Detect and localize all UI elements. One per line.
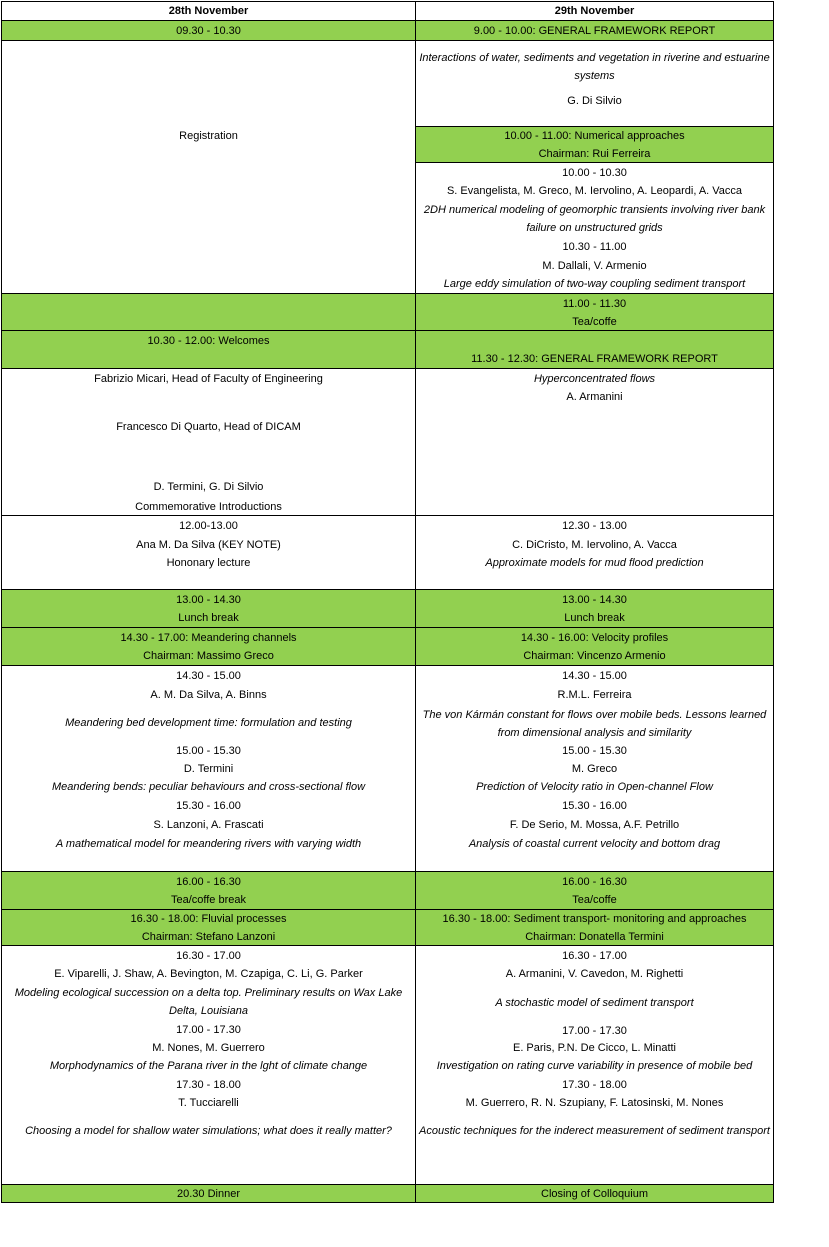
talk-title: A mathematical model for meandering rivers with varying width [55,838,362,850]
talk-time: 17.30 - 18.00 [562,1079,627,1091]
closing-cell [415,1184,774,1203]
talk-title: Analysis of coastal current velocity and bottom drag [468,838,721,850]
talk-time: 15.30 - 16.00 [562,800,627,812]
day2-break1 [415,293,774,331]
break-time: 16.00 - 16.30 [176,876,241,888]
session-title: 16.30 - 18.00: Sediment transport- monitoring and approaches [442,913,747,925]
talk-title: Approximate models for mud flood prediction [485,557,704,569]
talk-title: Meandering bed development time: formulation and testing [65,717,352,729]
talk-time: 17.30 - 18.00 [176,1079,241,1091]
talk-title: A stochastic model of sediment transport [495,997,694,1009]
talk-authors: S. Lanzoni, A. Frascati [153,819,264,831]
welcomes-time: 10.30 - 12.00: Welcomes [147,335,270,347]
talk-title-cont: from dimensional analysis and similarity [497,727,692,739]
report1-body [415,40,774,127]
talk-authors: F. De Serio, M. Mossa, A.F. Petrillo [509,819,680,831]
talk-title: The von Kármán constant for flows over mobile beds. Lessons learned [422,709,767,721]
day1-lunch [1,589,416,628]
welcome-note: Commemorative Introductions [135,501,282,513]
break-time: 11.00 - 11.30 [562,298,627,310]
talk-title: Large eddy simulation of two-way coupling sediment transport [443,278,746,290]
welcome-speaker-1: Fabrizio Micari, Head of Faculty of Engineering [94,373,323,385]
talk-time: 15.00 - 15.30 [562,745,627,757]
talk-authors: A. M. Da Silva, A. Binns [150,689,267,701]
lunch-label: Lunch break [564,612,625,624]
talk-authors: E. Viparelli, J. Shaw, A. Bevington, M. Czapiga, C. Li, G. Parker [54,968,363,980]
talk-title: Morphodynamics of the Parana river in the lght of climate change [49,1060,368,1072]
keynote-title: Hononary lecture [166,557,251,569]
break-time: 16.00 - 16.30 [562,876,627,888]
session-meandering-header [1,627,416,666]
talk-authors: E. Paris, P.N. De Cicco, L. Minatti [512,1042,677,1054]
day2-header-label: 29th November [554,5,635,17]
talk-time: 12.30 - 13.00 [562,520,627,532]
talk-authors: A. Armanini, V. Cavedon, M. Righetti [505,968,684,980]
welcomes-body [1,368,416,516]
session-sediment-header [415,909,774,946]
keynote-speaker: Ana M. Da Silva (KEY NOTE) [136,539,281,551]
session-sediment-body [415,945,774,1185]
talk-time: 15.00 - 15.30 [176,745,241,757]
talk-authors: C. DiCristo, M. Iervolino, A. Vacca [512,539,677,551]
lunch-time: 13.00 - 14.30 [176,594,241,606]
session-numerical-header [415,126,774,163]
break-label: Tea/coffe break [170,894,246,906]
report2-body [415,368,774,516]
session-velocity-header [415,627,774,666]
talk-time: 14.30 - 15.00 [176,670,241,682]
day1-header [1,1,416,21]
talk-time: 17.00 - 17.30 [562,1025,627,1037]
session-fluvial-header [1,909,416,946]
lunch-time: 13.00 - 14.30 [562,594,627,606]
session-chair: Chairman: Stefano Lanzoni [141,931,276,943]
day1-green-gap [1,293,416,331]
day2-break2 [415,871,774,910]
session-title: 14.30 - 16.00: Velocity profiles [520,632,669,644]
session-chair: Chairman: Massimo Greco [143,650,274,662]
session-fluvial-body [1,945,416,1185]
talk-time: 10.30 - 11.00 [562,241,627,253]
talk-title: Meandering bends: peculiar behaviours and cross-sectional flow [51,781,366,793]
talk-time: 14.30 - 15.00 [562,670,627,682]
break-label: Tea/coffe [572,316,617,328]
talk-authors: S. Evangelista, M. Greco, M. Iervolino, A. Leopardi, A. Vacca [446,185,743,197]
talk-authors: R.M.L. Ferreira [557,689,632,701]
report-time: 11.30 - 12.30: GENERAL FRAMEWORK REPORT [471,353,718,365]
report-author: G. Di Silvio [567,95,622,107]
report-title: Hyperconcentrated flows [533,373,656,385]
registration-cell [1,40,416,294]
day1-slot-0930 [1,20,416,41]
talk-time: 16.30 - 17.00 [562,950,627,962]
report1-header [415,20,774,41]
session-title: 16.30 - 18.00: Fluvial processes [130,913,287,925]
talk-time: 16.30 - 17.00 [176,950,241,962]
welcome-speaker-3: D. Termini, G. Di Silvio [153,481,264,493]
session-velocity-body [415,665,774,872]
day2-header [415,1,774,21]
registration-label: Registration [179,130,238,142]
day1-header-label: 28th November [168,5,249,17]
session-meandering-body [1,665,416,872]
lunch-label: Lunch break [178,612,239,624]
talk-authors: T. Tucciarelli [178,1097,239,1109]
welcome-speaker-2: Francesco Di Quarto, Head of DICAM [116,421,301,433]
talk-title: Prediction of Velocity ratio in Open-channel Flow [476,781,713,793]
session-chair: Chairman: Rui Ferreira [538,148,651,160]
dinner-cell [1,1184,416,1203]
break-label: Tea/coffe [572,894,617,906]
talk-authors: M. Greco [571,763,618,775]
report-title: Interactions of water, sediments and vegetation in riverine and estuarine [419,52,770,64]
talk-authors: M. Dallali, V. Armenio [542,260,647,272]
schedule-table [1,1,774,1202]
talk-title: 2DH numerical modeling of geomorphic transients involving river bank [423,204,766,216]
session-chair: Chairman: Donatella Termini [525,931,664,943]
report-title-cont: systems [574,70,615,82]
session-chair: Chairman: Vincenzo Armenio [523,650,666,662]
talk-time: 15.30 - 16.00 [176,800,241,812]
keynote-cell [1,515,416,590]
day1-break [1,871,416,910]
talk-title: Acoustic techniques for the inderect measurement of sediment transport [419,1125,770,1137]
talk-title: Modeling ecological succession on a delta top. Preliminary results on Wax Lake [14,987,403,999]
mud-flood-cell [415,515,774,590]
report-author: A. Armanini [566,391,623,403]
talk-title-cont: failure on unstructured grids [526,222,663,234]
talk-title-cont: Delta, Louisiana [169,1005,248,1017]
closing-label: Closing of Colloquium [541,1188,648,1200]
talk-time: 17.00 - 17.30 [176,1024,241,1036]
talk-time: 10.00 - 10.30 [562,167,627,179]
welcomes-header [1,330,416,369]
talk-authors: D. Termini [183,763,234,775]
report2-header [415,330,774,369]
report-time: 9.00 - 10.00: GENERAL FRAMEWORK REPORT [473,25,716,37]
session-title: 10.00 - 11.00: Numerical approaches [504,130,685,142]
keynote-time: 12.00-13.00 [179,520,238,532]
session-title: 14.30 - 17.00: Meandering channels [120,632,297,644]
talk-title: Investigation on rating curve variability in presence of mobile bed [436,1060,753,1072]
talk-authors: M. Guerrero, R. N. Szupiany, F. Latosinski, M. Nones [465,1097,724,1109]
talk-title: Choosing a model for shallow water simulations; what does it really matter? [25,1125,392,1137]
talk-authors: M. Nones, M. Guerrero [152,1042,265,1054]
day2-lunch [415,589,774,628]
session-numerical-body [415,162,774,294]
dinner-label: 20.30 Dinner [177,1188,240,1200]
slot-time: 09.30 - 10.30 [176,25,241,37]
